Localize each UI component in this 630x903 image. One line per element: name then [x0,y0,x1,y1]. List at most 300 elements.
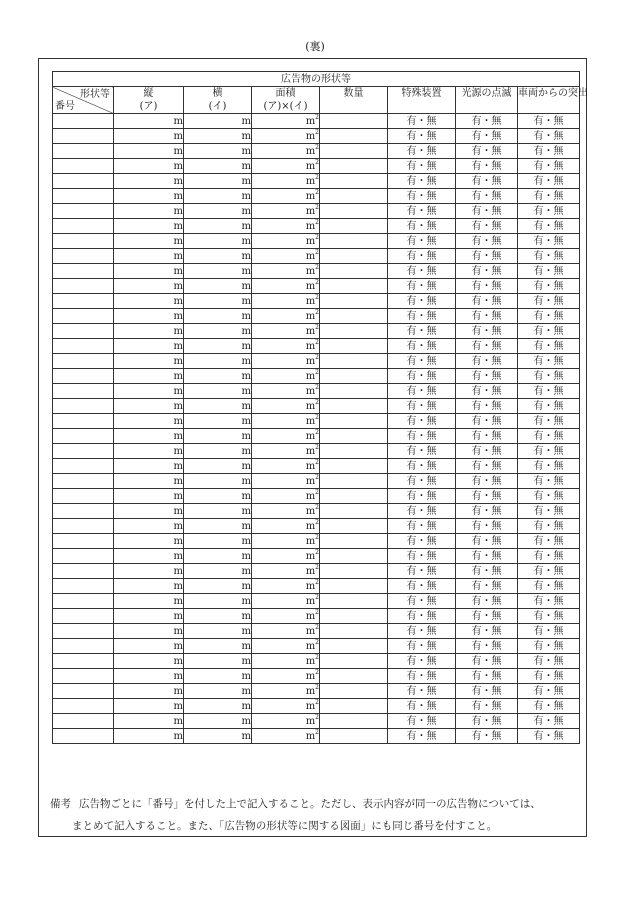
quantity-cell[interactable] [320,414,388,429]
height-cell[interactable]: m [114,504,184,519]
width-cell[interactable]: m [184,384,252,399]
protrusion-choice[interactable]: 有・無 [518,489,580,504]
protrusion-choice[interactable]: 有・無 [518,474,580,489]
special-device-choice[interactable]: 有・無 [388,699,456,714]
width-cell[interactable]: m [184,534,252,549]
light-blink-choice[interactable]: 有・無 [456,354,518,369]
special-device-choice[interactable]: 有・無 [388,609,456,624]
number-cell[interactable] [53,399,114,414]
width-cell[interactable]: m [184,474,252,489]
height-cell[interactable]: m [114,219,184,234]
special-device-choice[interactable]: 有・無 [388,579,456,594]
area-cell[interactable] [252,249,320,264]
area-cell[interactable] [252,129,320,144]
height-cell[interactable]: m [114,609,184,624]
protrusion-choice[interactable]: 有・無 [518,714,580,729]
area-cell[interactable] [252,714,320,729]
protrusion-choice[interactable]: 有・無 [518,444,580,459]
light-blink-choice[interactable]: 有・無 [456,399,518,414]
special-device-choice[interactable]: 有・無 [388,399,456,414]
special-device-choice[interactable]: 有・無 [388,369,456,384]
number-cell[interactable] [53,504,114,519]
height-cell[interactable]: m [114,129,184,144]
area-cell[interactable] [252,489,320,504]
area-cell[interactable] [252,189,320,204]
height-cell[interactable]: m [114,294,184,309]
special-device-choice[interactable]: 有・無 [388,114,456,129]
quantity-cell[interactable] [320,504,388,519]
width-cell[interactable]: m [184,429,252,444]
width-cell[interactable]: m [184,114,252,129]
light-blink-choice[interactable]: 有・無 [456,369,518,384]
protrusion-choice[interactable]: 有・無 [518,309,580,324]
quantity-cell[interactable] [320,219,388,234]
number-cell[interactable] [53,354,114,369]
area-cell[interactable] [252,504,320,519]
area-cell[interactable] [252,219,320,234]
height-cell[interactable]: m [114,594,184,609]
width-cell[interactable]: m [184,354,252,369]
special-device-choice[interactable]: 有・無 [388,549,456,564]
number-cell[interactable] [53,549,114,564]
height-cell[interactable]: m [114,699,184,714]
light-blink-choice[interactable]: 有・無 [456,489,518,504]
number-cell[interactable] [53,294,114,309]
height-cell[interactable]: m [114,114,184,129]
area-cell[interactable] [252,639,320,654]
protrusion-choice[interactable]: 有・無 [518,204,580,219]
area-cell[interactable] [252,234,320,249]
height-cell[interactable]: m [114,579,184,594]
quantity-cell[interactable] [320,114,388,129]
width-cell[interactable]: m [184,654,252,669]
width-cell[interactable]: m [184,699,252,714]
special-device-choice[interactable]: 有・無 [388,339,456,354]
width-cell[interactable]: m [184,159,252,174]
light-blink-choice[interactable]: 有・無 [456,174,518,189]
number-cell[interactable] [53,699,114,714]
protrusion-choice[interactable]: 有・無 [518,549,580,564]
protrusion-choice[interactable]: 有・無 [518,429,580,444]
special-device-choice[interactable]: 有・無 [388,444,456,459]
light-blink-choice[interactable]: 有・無 [456,264,518,279]
light-blink-choice[interactable]: 有・無 [456,114,518,129]
number-cell[interactable] [53,594,114,609]
width-cell[interactable]: m [184,624,252,639]
light-blink-choice[interactable]: 有・無 [456,504,518,519]
height-cell[interactable]: m [114,489,184,504]
special-device-choice[interactable]: 有・無 [388,354,456,369]
special-device-choice[interactable]: 有・無 [388,534,456,549]
protrusion-choice[interactable]: 有・無 [518,414,580,429]
height-cell[interactable]: m [114,264,184,279]
height-cell[interactable]: m [114,369,184,384]
protrusion-choice[interactable]: 有・無 [518,144,580,159]
light-blink-choice[interactable]: 有・無 [456,534,518,549]
light-blink-choice[interactable]: 有・無 [456,609,518,624]
light-blink-choice[interactable]: 有・無 [456,474,518,489]
number-cell[interactable] [53,519,114,534]
special-device-choice[interactable]: 有・無 [388,594,456,609]
height-cell[interactable]: m [114,519,184,534]
quantity-cell[interactable] [320,309,388,324]
area-cell[interactable] [252,669,320,684]
quantity-cell[interactable] [320,534,388,549]
number-cell[interactable] [53,309,114,324]
width-cell[interactable]: m [184,204,252,219]
number-cell[interactable] [53,219,114,234]
quantity-cell[interactable] [320,279,388,294]
special-device-choice[interactable]: 有・無 [388,414,456,429]
protrusion-choice[interactable]: 有・無 [518,639,580,654]
area-cell[interactable] [252,384,320,399]
width-cell[interactable]: m [184,669,252,684]
number-cell[interactable] [53,189,114,204]
area-cell[interactable] [252,549,320,564]
area-cell[interactable] [252,204,320,219]
width-cell[interactable]: m [184,219,252,234]
height-cell[interactable]: m [114,189,184,204]
number-cell[interactable] [53,639,114,654]
width-cell[interactable]: m [184,489,252,504]
protrusion-choice[interactable]: 有・無 [518,579,580,594]
special-device-choice[interactable]: 有・無 [388,489,456,504]
light-blink-choice[interactable]: 有・無 [456,204,518,219]
light-blink-choice[interactable]: 有・無 [456,714,518,729]
height-cell[interactable]: m [114,729,184,744]
number-cell[interactable] [53,654,114,669]
number-cell[interactable] [53,339,114,354]
protrusion-choice[interactable]: 有・無 [518,459,580,474]
special-device-choice[interactable]: 有・無 [388,639,456,654]
special-device-choice[interactable]: 有・無 [388,294,456,309]
height-cell[interactable]: m [114,159,184,174]
protrusion-choice[interactable]: 有・無 [518,174,580,189]
quantity-cell[interactable] [320,459,388,474]
width-cell[interactable]: m [184,564,252,579]
special-device-choice[interactable]: 有・無 [388,624,456,639]
special-device-choice[interactable]: 有・無 [388,504,456,519]
area-cell[interactable] [252,579,320,594]
special-device-choice[interactable]: 有・無 [388,474,456,489]
light-blink-choice[interactable]: 有・無 [456,339,518,354]
light-blink-choice[interactable]: 有・無 [456,729,518,744]
special-device-choice[interactable]: 有・無 [388,234,456,249]
special-device-choice[interactable]: 有・無 [388,459,456,474]
protrusion-choice[interactable]: 有・無 [518,669,580,684]
height-cell[interactable]: m [114,354,184,369]
width-cell[interactable]: m [184,459,252,474]
area-cell[interactable] [252,324,320,339]
special-device-choice[interactable]: 有・無 [388,204,456,219]
quantity-cell[interactable] [320,654,388,669]
width-cell[interactable]: m [184,609,252,624]
height-cell[interactable]: m [114,309,184,324]
quantity-cell[interactable] [320,714,388,729]
protrusion-choice[interactable]: 有・無 [518,219,580,234]
special-device-choice[interactable]: 有・無 [388,519,456,534]
width-cell[interactable]: m [184,324,252,339]
height-cell[interactable]: m [114,174,184,189]
width-cell[interactable]: m [184,189,252,204]
area-cell[interactable] [252,459,320,474]
quantity-cell[interactable] [320,699,388,714]
area-cell[interactable] [252,684,320,699]
height-cell[interactable]: m [114,474,184,489]
light-blink-choice[interactable]: 有・無 [456,549,518,564]
quantity-cell[interactable] [320,354,388,369]
width-cell[interactable]: m [184,504,252,519]
number-cell[interactable] [53,684,114,699]
protrusion-choice[interactable]: 有・無 [518,729,580,744]
protrusion-choice[interactable]: 有・無 [518,234,580,249]
height-cell[interactable]: m [114,249,184,264]
quantity-cell[interactable] [320,249,388,264]
number-cell[interactable] [53,444,114,459]
protrusion-choice[interactable]: 有・無 [518,519,580,534]
height-cell[interactable]: m [114,144,184,159]
light-blink-choice[interactable]: 有・無 [456,624,518,639]
light-blink-choice[interactable]: 有・無 [456,384,518,399]
height-cell[interactable]: m [114,204,184,219]
protrusion-choice[interactable]: 有・無 [518,294,580,309]
protrusion-choice[interactable]: 有・無 [518,279,580,294]
light-blink-choice[interactable]: 有・無 [456,159,518,174]
area-cell[interactable] [252,729,320,744]
width-cell[interactable]: m [184,684,252,699]
protrusion-choice[interactable]: 有・無 [518,399,580,414]
height-cell[interactable]: m [114,564,184,579]
special-device-choice[interactable]: 有・無 [388,324,456,339]
width-cell[interactable]: m [184,144,252,159]
special-device-choice[interactable]: 有・無 [388,189,456,204]
quantity-cell[interactable] [320,129,388,144]
width-cell[interactable]: m [184,129,252,144]
number-cell[interactable] [53,279,114,294]
quantity-cell[interactable] [320,159,388,174]
light-blink-choice[interactable]: 有・無 [456,414,518,429]
width-cell[interactable]: m [184,294,252,309]
height-cell[interactable]: m [114,534,184,549]
quantity-cell[interactable] [320,639,388,654]
quantity-cell[interactable] [320,204,388,219]
quantity-cell[interactable] [320,489,388,504]
light-blink-choice[interactable]: 有・無 [456,564,518,579]
number-cell[interactable] [53,564,114,579]
width-cell[interactable]: m [184,714,252,729]
quantity-cell[interactable] [320,384,388,399]
number-cell[interactable] [53,414,114,429]
area-cell[interactable] [252,609,320,624]
quantity-cell[interactable] [320,609,388,624]
height-cell[interactable]: m [114,549,184,564]
protrusion-choice[interactable]: 有・無 [518,564,580,579]
quantity-cell[interactable] [320,579,388,594]
number-cell[interactable] [53,474,114,489]
light-blink-choice[interactable]: 有・無 [456,129,518,144]
special-device-choice[interactable]: 有・無 [388,144,456,159]
quantity-cell[interactable] [320,684,388,699]
protrusion-choice[interactable]: 有・無 [518,384,580,399]
height-cell[interactable]: m [114,459,184,474]
number-cell[interactable] [53,369,114,384]
number-cell[interactable] [53,489,114,504]
area-cell[interactable] [252,474,320,489]
special-device-choice[interactable]: 有・無 [388,174,456,189]
width-cell[interactable]: m [184,579,252,594]
area-cell[interactable] [252,699,320,714]
special-device-choice[interactable]: 有・無 [388,429,456,444]
width-cell[interactable]: m [184,279,252,294]
area-cell[interactable] [252,264,320,279]
special-device-choice[interactable]: 有・無 [388,684,456,699]
width-cell[interactable]: m [184,639,252,654]
height-cell[interactable]: m [114,279,184,294]
height-cell[interactable]: m [114,234,184,249]
quantity-cell[interactable] [320,324,388,339]
light-blink-choice[interactable]: 有・無 [456,519,518,534]
protrusion-choice[interactable]: 有・無 [518,264,580,279]
area-cell[interactable] [252,114,320,129]
width-cell[interactable]: m [184,594,252,609]
width-cell[interactable]: m [184,414,252,429]
light-blink-choice[interactable]: 有・無 [456,594,518,609]
number-cell[interactable] [53,714,114,729]
special-device-choice[interactable]: 有・無 [388,729,456,744]
light-blink-choice[interactable]: 有・無 [456,234,518,249]
number-cell[interactable] [53,384,114,399]
quantity-cell[interactable] [320,669,388,684]
number-cell[interactable] [53,114,114,129]
number-cell[interactable] [53,204,114,219]
area-cell[interactable] [252,444,320,459]
light-blink-choice[interactable]: 有・無 [456,324,518,339]
light-blink-choice[interactable]: 有・無 [456,579,518,594]
number-cell[interactable] [53,459,114,474]
width-cell[interactable]: m [184,249,252,264]
height-cell[interactable]: m [114,399,184,414]
area-cell[interactable] [252,414,320,429]
quantity-cell[interactable] [320,729,388,744]
quantity-cell[interactable] [320,144,388,159]
width-cell[interactable]: m [184,399,252,414]
special-device-choice[interactable]: 有・無 [388,669,456,684]
width-cell[interactable]: m [184,549,252,564]
protrusion-choice[interactable]: 有・無 [518,189,580,204]
height-cell[interactable]: m [114,384,184,399]
protrusion-choice[interactable]: 有・無 [518,654,580,669]
area-cell[interactable] [252,174,320,189]
height-cell[interactable]: m [114,654,184,669]
light-blink-choice[interactable]: 有・無 [456,459,518,474]
special-device-choice[interactable]: 有・無 [388,159,456,174]
protrusion-choice[interactable]: 有・無 [518,369,580,384]
width-cell[interactable]: m [184,174,252,189]
protrusion-choice[interactable]: 有・無 [518,129,580,144]
special-device-choice[interactable]: 有・無 [388,309,456,324]
area-cell[interactable] [252,594,320,609]
width-cell[interactable]: m [184,264,252,279]
area-cell[interactable] [252,294,320,309]
height-cell[interactable]: m [114,339,184,354]
quantity-cell[interactable] [320,264,388,279]
number-cell[interactable] [53,264,114,279]
area-cell[interactable] [252,354,320,369]
protrusion-choice[interactable]: 有・無 [518,609,580,624]
light-blink-choice[interactable]: 有・無 [456,639,518,654]
light-blink-choice[interactable]: 有・無 [456,309,518,324]
number-cell[interactable] [53,234,114,249]
area-cell[interactable] [252,534,320,549]
light-blink-choice[interactable]: 有・無 [456,654,518,669]
number-cell[interactable] [53,129,114,144]
quantity-cell[interactable] [320,294,388,309]
height-cell[interactable]: m [114,669,184,684]
quantity-cell[interactable] [320,474,388,489]
number-cell[interactable] [53,669,114,684]
width-cell[interactable]: m [184,444,252,459]
number-cell[interactable] [53,609,114,624]
quantity-cell[interactable] [320,429,388,444]
special-device-choice[interactable]: 有・無 [388,279,456,294]
area-cell[interactable] [252,279,320,294]
height-cell[interactable]: m [114,684,184,699]
number-cell[interactable] [53,159,114,174]
width-cell[interactable]: m [184,309,252,324]
special-device-choice[interactable]: 有・無 [388,384,456,399]
special-device-choice[interactable]: 有・無 [388,219,456,234]
height-cell[interactable]: m [114,639,184,654]
light-blink-choice[interactable]: 有・無 [456,219,518,234]
light-blink-choice[interactable]: 有・無 [456,294,518,309]
protrusion-choice[interactable]: 有・無 [518,624,580,639]
area-cell[interactable] [252,654,320,669]
height-cell[interactable]: m [114,414,184,429]
quantity-cell[interactable] [320,369,388,384]
area-cell[interactable] [252,369,320,384]
protrusion-choice[interactable]: 有・無 [518,684,580,699]
quantity-cell[interactable] [320,624,388,639]
area-cell[interactable] [252,624,320,639]
number-cell[interactable] [53,534,114,549]
number-cell[interactable] [53,249,114,264]
protrusion-choice[interactable]: 有・無 [518,324,580,339]
width-cell[interactable]: m [184,729,252,744]
width-cell[interactable]: m [184,234,252,249]
protrusion-choice[interactable]: 有・無 [518,354,580,369]
light-blink-choice[interactable]: 有・無 [456,279,518,294]
area-cell[interactable] [252,339,320,354]
light-blink-choice[interactable]: 有・無 [456,699,518,714]
area-cell[interactable] [252,399,320,414]
light-blink-choice[interactable]: 有・無 [456,249,518,264]
height-cell[interactable]: m [114,444,184,459]
area-cell[interactable] [252,519,320,534]
number-cell[interactable] [53,324,114,339]
height-cell[interactable]: m [114,714,184,729]
protrusion-choice[interactable]: 有・無 [518,114,580,129]
quantity-cell[interactable] [320,444,388,459]
number-cell[interactable] [53,624,114,639]
protrusion-choice[interactable]: 有・無 [518,249,580,264]
light-blink-choice[interactable]: 有・無 [456,444,518,459]
number-cell[interactable] [53,579,114,594]
area-cell[interactable] [252,429,320,444]
special-device-choice[interactable]: 有・無 [388,129,456,144]
protrusion-choice[interactable]: 有・無 [518,159,580,174]
quantity-cell[interactable] [320,189,388,204]
special-device-choice[interactable]: 有・無 [388,264,456,279]
